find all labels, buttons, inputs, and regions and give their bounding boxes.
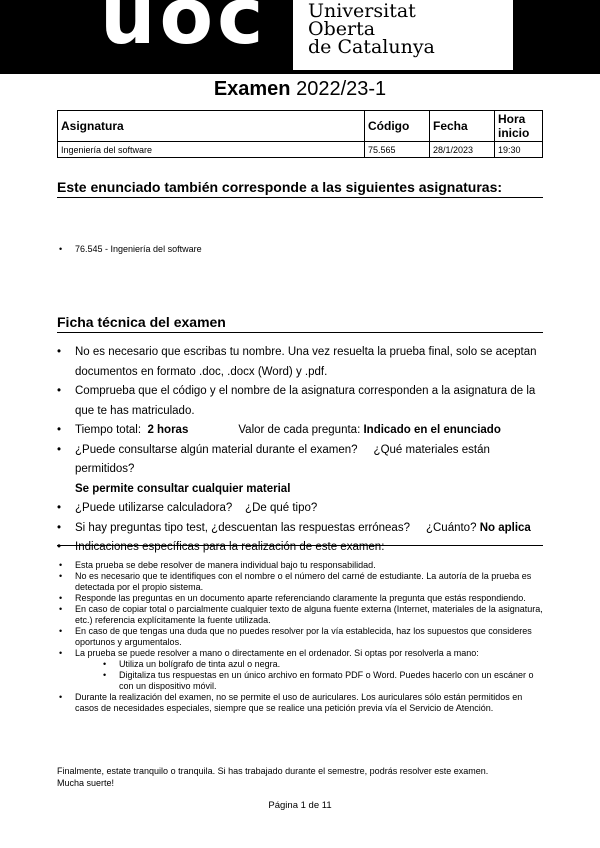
also-applies-list	[57, 244, 543, 255]
sub-list-item: • Utiliza un bolígrafo de tinta azul o negra.	[57, 659, 543, 670]
list-item: • No es necesario que te identifiques con el nombre o el número del carné de estudiante. La autoría de la prueba es detectada por el propio sistema.	[57, 571, 543, 593]
test-item: • Si hay preguntas tipo test, ¿descuentan las respuestas erróneas? ¿Cuánto? No aplica	[57, 519, 543, 539]
specific-item: • Indicaciones específicas para la realización de este examen:	[57, 538, 543, 558]
list-item: • Esta prueba se debe resolver de manera individual bajo tu responsabilidad.	[57, 560, 543, 571]
instructions-list	[57, 560, 543, 714]
date-header: Fecha	[430, 111, 495, 142]
exam-title: Examen 2022/23-1	[213, 78, 387, 100]
list-item: • 76.545 - Ingeniería del software	[57, 244, 543, 255]
list-item: • La prueba se puede resolver a mano o directamente en el ordenador. Si optas por resolverla a mano:	[57, 648, 543, 659]
table-row	[58, 142, 543, 158]
uoc-logo: uoc	[100, 0, 268, 62]
sub-list-item: • Digitaliza tus respuestas en un único archivo en formato PDF o Word. Puedes hacerlo con un escáner o con un dispositivo móvil.	[57, 670, 543, 692]
divider	[57, 545, 543, 546]
list-item: • En caso de copiar total o parcialmente cualquier texto de alguna fuente externa (Internet, materiales de la asignatura, etc.) referencia explícitamente la fuente utilizada.	[57, 604, 543, 626]
time-item: • Tiempo total: 2 horas Valor de cada pregunta: Indicado en el enunciado	[57, 421, 543, 441]
calculator-item: • ¿Puede utilizarse calculadora? ¿De qué tipo?	[57, 499, 543, 519]
name-item: • No es necesario que escribas tu nombre. Una vez resuelta la prueba final, solo se aceptan documentos en formato .doc, .docx (Word) y .pdf.	[57, 343, 543, 382]
list-item: • Durante la realización del examen, no se permite el uso de auriculares. Los auriculares sólo están permitidos en casos de necesidades especiales, siempre que se realice una petición previa vía el Servicio de Atención.	[57, 692, 543, 714]
exam-info-table	[57, 110, 543, 158]
list-item: • Responde las preguntas en un documento aparte referenciando claramente la pregunta que estás respondiendo.	[57, 593, 543, 604]
tech-sheet-list	[57, 343, 543, 558]
code-cell: 75.565	[365, 142, 430, 158]
check-item: • Comprueba que el código y el nombre de la asignatura corresponden a la asignatura de la que te has matriculado.	[57, 382, 543, 421]
table-header-row	[58, 111, 543, 142]
material-item: • ¿Puede consultarse algún material durante el examen? ¿Qué materiales están permitidos? Se permite consultar cualquier material	[57, 441, 543, 500]
time-header: Hora inicio	[495, 111, 543, 142]
subject-cell: Ingeniería del software	[58, 142, 365, 158]
code-header: Código	[365, 111, 430, 142]
time-cell: 19:30	[495, 142, 543, 158]
tech-sheet-heading: Ficha técnica del examen	[57, 314, 543, 333]
university-name: Universitat Oberta de Catalunya	[308, 0, 435, 58]
subject-header: Asignatura	[58, 111, 365, 142]
also-applies-heading: Este enunciado también corresponde a las siguientes asignaturas:	[57, 179, 543, 198]
date-cell: 28/1/2023	[430, 142, 495, 158]
list-item: • En caso de que tengas una duda que no puedes resolver por la vía establecida, haz los supuestos que consideres oportunos y argumentalos.	[57, 626, 543, 648]
page-footer: Página 1 de 11	[268, 800, 332, 811]
closing-note: Finalmente, estate tranquilo o tranquila. Si has trabajado durante el semestre, podrás resolver este examen. Mucha suerte!	[57, 766, 489, 788]
header-banner	[0, 0, 600, 74]
